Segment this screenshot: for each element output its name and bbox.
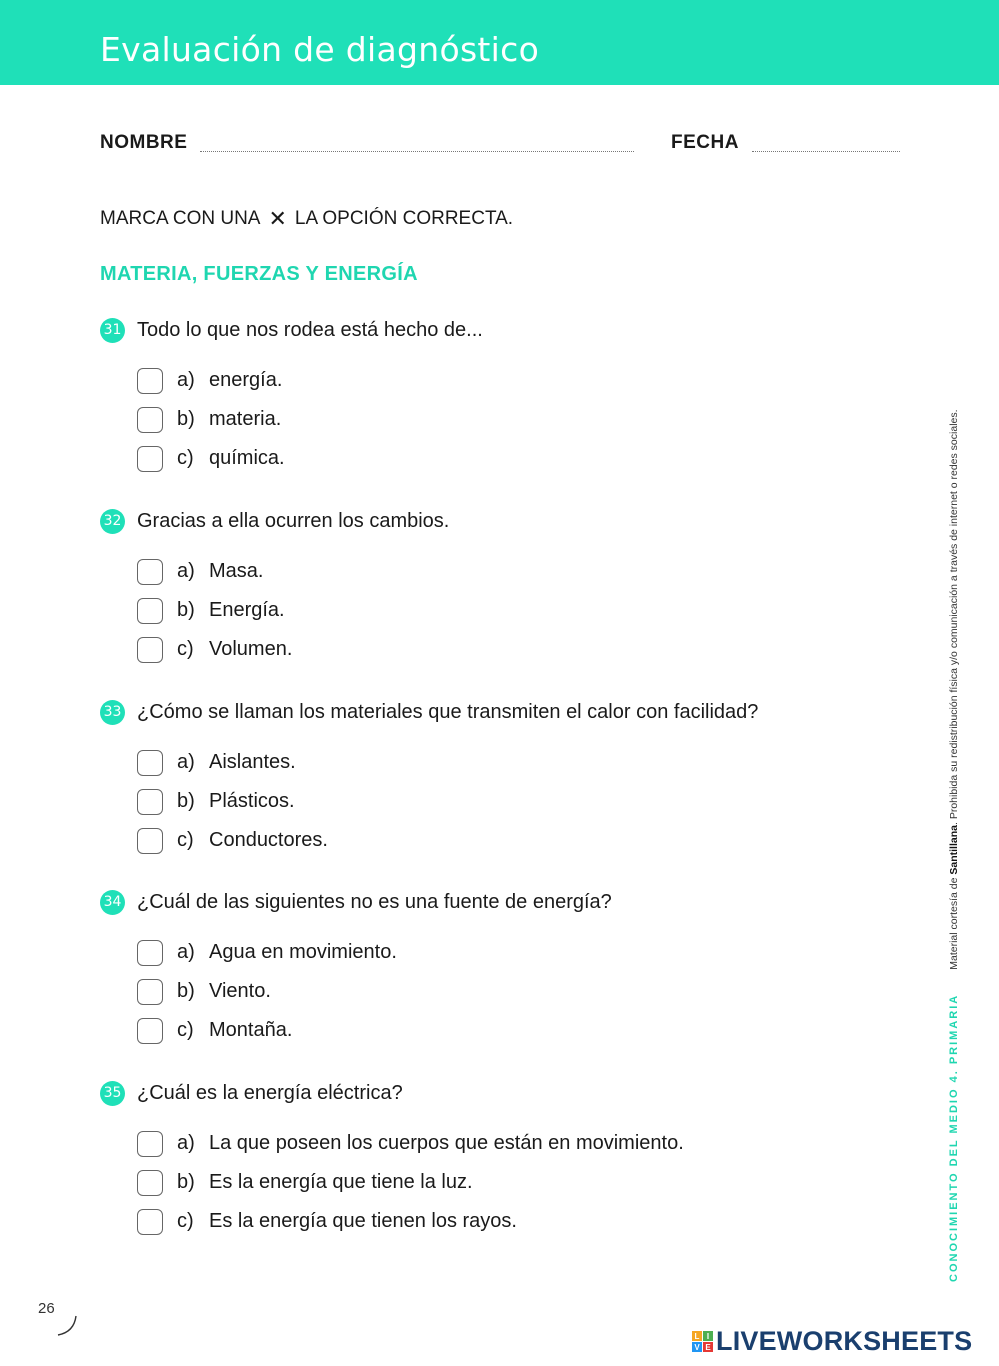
- option-letter: c): [177, 638, 194, 660]
- option-letter: a): [177, 1132, 195, 1154]
- logo-letter: E: [703, 1342, 713, 1352]
- option-letter: c): [177, 829, 194, 851]
- answer-checkbox[interactable]: [137, 1170, 163, 1196]
- option-b: [137, 400, 483, 439]
- option-a: [137, 1124, 684, 1163]
- brand-name: LIVEWORKSHEETS: [716, 1326, 973, 1356]
- option-a: [137, 361, 483, 400]
- option-b: [137, 972, 612, 1011]
- question-number-badge: 32: [100, 509, 125, 534]
- option-a: [137, 743, 758, 782]
- option-letter: a): [177, 369, 195, 391]
- option-b: [137, 782, 758, 821]
- answer-checkbox[interactable]: [137, 446, 163, 472]
- option-b: [137, 1163, 684, 1202]
- option-letter: b): [177, 790, 195, 812]
- page-corner-curve-icon: [56, 1314, 80, 1338]
- option-text: Agua en movimiento.: [209, 941, 397, 963]
- credit-suffix: . Prohibida su redistribución física y/o comunicación a través de internet o redes sociales.: [948, 409, 960, 826]
- liveworksheets-logo-icon: [692, 1331, 713, 1352]
- option-text: materia.: [209, 408, 282, 430]
- logo-letter: I: [703, 1331, 713, 1341]
- option-text: energía.: [209, 369, 283, 391]
- question-text: ¿Cómo se llaman los materiales que transmiten el calor con facilidad?: [137, 700, 759, 723]
- option-text: química.: [209, 447, 285, 469]
- option-text: Plásticos.: [209, 790, 295, 812]
- page-title: Evaluación de diagnóstico: [100, 30, 540, 69]
- option-c: [137, 821, 758, 860]
- option-letter: c): [177, 1210, 194, 1232]
- option-letter: a): [177, 751, 195, 773]
- option-letter: b): [177, 1171, 195, 1193]
- option-text: Aislantes.: [209, 751, 296, 773]
- answer-checkbox[interactable]: [137, 940, 163, 966]
- question-31: [100, 315, 483, 478]
- instruction: [100, 208, 513, 230]
- question-number-badge: 34: [100, 890, 125, 915]
- option-text: Conductores.: [209, 829, 328, 851]
- side-vertical-text: [948, 409, 960, 1282]
- option-letter: b): [177, 599, 195, 621]
- option-c: [137, 439, 483, 478]
- question-33: [100, 697, 758, 860]
- answer-checkbox[interactable]: [137, 559, 163, 585]
- option-text: La que poseen los cuerpos que están en movimiento.: [209, 1132, 684, 1154]
- option-text: Viento.: [209, 980, 271, 1002]
- option-b: [137, 591, 449, 630]
- logo-letter: V: [692, 1342, 702, 1352]
- date-field[interactable]: [752, 151, 900, 152]
- option-letter: b): [177, 980, 195, 1002]
- question-number-badge: 31: [100, 318, 125, 343]
- question-32: [100, 506, 449, 669]
- question-34: [100, 887, 612, 1050]
- logo-letter: L: [692, 1331, 702, 1341]
- question-text: Todo lo que nos rodea está hecho de...: [137, 318, 483, 341]
- question-text: ¿Cuál de las siguientes no es una fuente de energía?: [137, 890, 612, 913]
- question-35: [100, 1078, 684, 1241]
- option-c: [137, 1011, 612, 1050]
- answer-checkbox[interactable]: [137, 407, 163, 433]
- option-a: [137, 552, 449, 591]
- answer-checkbox[interactable]: [137, 1018, 163, 1044]
- option-c: [137, 1202, 684, 1241]
- copyright-notice: [948, 409, 960, 969]
- option-text: Energía.: [209, 599, 285, 621]
- answer-checkbox[interactable]: [137, 1209, 163, 1235]
- publisher-name: Santillana: [948, 825, 960, 875]
- cross-icon: ✕: [268, 206, 287, 231]
- answer-checkbox[interactable]: [137, 598, 163, 624]
- name-label: NOMBRE: [100, 132, 188, 153]
- answer-checkbox[interactable]: [137, 1131, 163, 1157]
- answer-checkbox[interactable]: [137, 637, 163, 663]
- date-label: FECHA: [671, 132, 739, 153]
- instruction-text-after: LA OPCIÓN CORRECTA.: [294, 208, 514, 229]
- course-name: CONOCIMIENTO DEL MEDIO 4. PRIMARIA: [948, 993, 960, 1282]
- header-bar: [0, 0, 999, 85]
- answer-checkbox[interactable]: [137, 750, 163, 776]
- option-text: Masa.: [209, 560, 264, 582]
- option-letter: a): [177, 941, 195, 963]
- answer-checkbox[interactable]: [137, 979, 163, 1005]
- credit-prefix: Material cortesía de: [948, 877, 960, 970]
- option-letter: b): [177, 408, 195, 430]
- page-number: 26: [38, 1300, 55, 1317]
- liveworksheets-brand[interactable]: [692, 1326, 972, 1357]
- option-text: Es la energía que tiene la luz.: [209, 1171, 473, 1193]
- question-text: Gracias a ella ocurren los cambios.: [137, 509, 450, 532]
- answer-checkbox[interactable]: [137, 789, 163, 815]
- answer-checkbox[interactable]: [137, 368, 163, 394]
- option-text: Es la energía que tienen los rayos.: [209, 1210, 517, 1232]
- option-a: [137, 933, 612, 972]
- question-text: ¿Cuál es la energía eléctrica?: [137, 1081, 403, 1104]
- option-c: [137, 630, 449, 669]
- name-field[interactable]: [200, 151, 634, 152]
- option-letter: c): [177, 447, 194, 469]
- option-text: Montaña.: [209, 1019, 293, 1041]
- question-number-badge: 35: [100, 1081, 125, 1106]
- option-letter: c): [177, 1019, 194, 1041]
- option-text: Volumen.: [209, 638, 293, 660]
- instruction-text-before: MARCA CON UNA: [100, 208, 261, 229]
- question-number-badge: 33: [100, 700, 125, 725]
- section-title: MATERIA, FUERZAS Y ENERGÍA: [100, 263, 418, 285]
- answer-checkbox[interactable]: [137, 828, 163, 854]
- option-letter: a): [177, 560, 195, 582]
